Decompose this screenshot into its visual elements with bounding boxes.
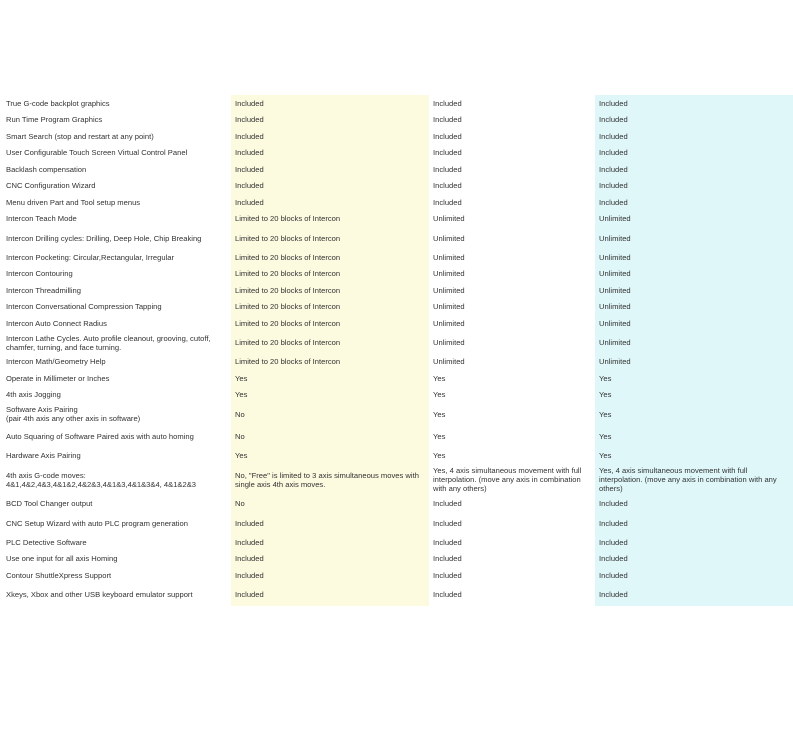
- table-row: [0, 178, 793, 195]
- table-row: [0, 161, 793, 178]
- free-version-cell: Included: [231, 584, 429, 606]
- standard-version-cell: Included: [433, 164, 462, 174]
- free-version-cell: Limited to 20 blocks of Intercon: [231, 354, 429, 371]
- table-row: [0, 584, 793, 606]
- free-version-cell: Limited to 20 blocks of Intercon: [231, 299, 429, 316]
- table-row: [0, 194, 793, 211]
- pro-version-cell: Included: [595, 128, 793, 145]
- table-row: [0, 512, 793, 534]
- pro-version-cell: Included: [595, 178, 793, 195]
- free-version-cell: No: [231, 403, 429, 425]
- standard-version-cell: Yes: [433, 450, 446, 460]
- pro-version-cell: Included: [595, 194, 793, 211]
- feature-cell: Contour ShuttleXpress Support: [6, 570, 112, 580]
- pro-version-cell: Included: [595, 112, 793, 129]
- standard-version-cell: Included: [433, 197, 462, 207]
- free-version-cell: Included: [231, 534, 429, 551]
- free-version-cell: Included: [231, 145, 429, 162]
- free-version-cell: Included: [231, 567, 429, 584]
- pro-version-cell: Unlimited: [595, 332, 793, 354]
- feature-cell: Run Time Program Graphics: [6, 115, 103, 125]
- standard-version-cell: Unlimited: [433, 357, 465, 367]
- pro-version-cell: Included: [595, 145, 793, 162]
- free-version-cell: Limited to 20 blocks of Intercon: [231, 315, 429, 332]
- standard-version-cell: Included: [433, 499, 462, 509]
- table-row: [0, 447, 793, 464]
- pro-version-cell: Yes: [595, 403, 793, 425]
- table-row: [0, 551, 793, 568]
- feature-cell: Xkeys, Xbox and other USB keyboard emulator support: [6, 590, 193, 599]
- standard-version-cell: Included: [433, 570, 462, 580]
- pro-version-cell: Included: [595, 534, 793, 551]
- free-version-cell: Yes: [231, 447, 429, 464]
- pro-version-cell: Yes, 4 axis simultaneous movement with full interpolation. (move any axis in combination with any others): [595, 464, 793, 496]
- free-version-cell: Included: [231, 178, 429, 195]
- free-version-cell: Included: [231, 112, 429, 129]
- table-row: [0, 464, 793, 496]
- feature-cell: BCD Tool Changer output: [6, 499, 93, 509]
- free-version-cell: No: [231, 496, 429, 513]
- feature-cell: Backlash compensation: [6, 164, 87, 174]
- table-row: [0, 425, 793, 447]
- pro-version-cell: Included: [595, 95, 793, 112]
- free-version-cell: Included: [231, 194, 429, 211]
- free-version-cell: Limited to 20 blocks of Intercon: [231, 211, 429, 228]
- feature-cell: User Configurable Touch Screen Virtual Control Panel: [6, 148, 188, 158]
- standard-version-cell: Included: [433, 518, 462, 528]
- feature-cell: 4th axis G-code moves: 4&1,4&2,4&3,4&1&2,4&2&3,4&1&3,4&1&3&4, 4&1&2&3: [6, 470, 196, 489]
- pro-version-cell: Unlimited: [595, 354, 793, 371]
- feature-cell: Use one input for all axis Homing: [6, 554, 118, 564]
- free-version-cell: Included: [231, 512, 429, 534]
- feature-cell: Intercon Threadmilling: [6, 285, 81, 295]
- pro-version-cell: Included: [595, 584, 793, 606]
- free-version-cell: Limited to 20 blocks of Intercon: [231, 266, 429, 283]
- feature-cell: Intercon Conversational Compression Tapping: [6, 302, 162, 312]
- table-row: [0, 249, 793, 266]
- comparison-table-body: [0, 95, 793, 606]
- standard-version-cell: Unlimited: [433, 302, 465, 312]
- feature-cell: Intercon Lathe Cycles. Auto profile cleanout, grooving, cutoff, chamfer, turning, and face turning.: [6, 333, 211, 352]
- table-row: [0, 387, 793, 404]
- feature-cell: Smart Search (stop and restart at any point): [6, 131, 154, 141]
- free-version-cell: Limited to 20 blocks of Intercon: [231, 227, 429, 249]
- feature-cell: Intercon Pocketing: Circular,Rectangular, Irregular: [6, 252, 174, 262]
- table-row: [0, 95, 793, 112]
- pro-version-cell: Unlimited: [595, 211, 793, 228]
- free-version-cell: Included: [231, 128, 429, 145]
- feature-cell: Operate in Millimeter or Inches: [6, 373, 110, 383]
- standard-version-cell: Included: [433, 131, 462, 141]
- pro-version-cell: Included: [595, 567, 793, 584]
- feature-cell: Hardware Axis Pairing: [6, 450, 81, 460]
- free-version-cell: Limited to 20 blocks of Intercon: [231, 249, 429, 266]
- table-row: [0, 145, 793, 162]
- table-row: [0, 211, 793, 228]
- feature-cell: Intercon Contouring: [6, 269, 73, 279]
- standard-version-cell: Included: [433, 148, 462, 158]
- standard-version-cell: Yes, 4 axis simultaneous movement with full interpolation. (move any axis in combination with any others): [433, 466, 582, 493]
- standard-version-cell: Unlimited: [433, 233, 465, 243]
- standard-version-cell: Included: [433, 115, 462, 125]
- pro-version-cell: Unlimited: [595, 282, 793, 299]
- comparison-table: [0, 95, 793, 606]
- free-version-cell: No: [231, 425, 429, 447]
- standard-version-cell: Included: [433, 98, 462, 108]
- table-row: [0, 496, 793, 513]
- standard-version-cell: Included: [433, 554, 462, 564]
- feature-cell: CNC Setup Wizard with auto PLC program generation: [6, 518, 188, 528]
- feature-cell: 4th axis Jogging: [6, 390, 61, 400]
- free-version-cell: Limited to 20 blocks of Intercon: [231, 332, 429, 354]
- standard-version-cell: Unlimited: [433, 214, 465, 224]
- table-row: [0, 299, 793, 316]
- table-row: [0, 354, 793, 371]
- standard-version-cell: Yes: [433, 431, 446, 441]
- standard-version-cell: Unlimited: [433, 269, 465, 279]
- feature-cell: Menu driven Part and Tool setup menus: [6, 197, 141, 207]
- standard-version-cell: Included: [433, 181, 462, 191]
- standard-version-cell: Included: [433, 537, 462, 547]
- pro-version-cell: Unlimited: [595, 249, 793, 266]
- feature-cell: Software Axis Pairing (pair 4th axis any other axis in software): [6, 405, 141, 423]
- pro-version-cell: Yes: [595, 447, 793, 464]
- pro-version-cell: Unlimited: [595, 227, 793, 249]
- feature-cell: True G-code backplot graphics: [6, 98, 110, 108]
- pro-version-cell: Unlimited: [595, 299, 793, 316]
- free-version-cell: Included: [231, 551, 429, 568]
- free-version-cell: Yes: [231, 387, 429, 404]
- standard-version-cell: Unlimited: [433, 252, 465, 262]
- free-version-cell: Limited to 20 blocks of Intercon: [231, 282, 429, 299]
- pro-version-cell: Included: [595, 512, 793, 534]
- table-row: [0, 128, 793, 145]
- table-row: [0, 567, 793, 584]
- feature-cell: Intercon Drilling cycles: Drilling, Deep Hole, Chip Breaking: [6, 233, 202, 243]
- standard-version-cell: Yes: [433, 409, 446, 419]
- pro-version-cell: Included: [595, 161, 793, 178]
- table-row: [0, 315, 793, 332]
- table-row: [0, 112, 793, 129]
- table-row: [0, 227, 793, 249]
- table-row: [0, 266, 793, 283]
- feature-cell: Intercon Math/Geometry Help: [6, 357, 106, 367]
- pro-version-cell: Yes: [595, 387, 793, 404]
- pro-version-cell: Yes: [595, 370, 793, 387]
- standard-version-cell: Unlimited: [433, 318, 465, 328]
- table-row: [0, 403, 793, 425]
- standard-version-cell: Yes: [433, 373, 446, 383]
- table-row: [0, 534, 793, 551]
- table-row: [0, 370, 793, 387]
- feature-cell: PLC Detective Software: [6, 537, 87, 547]
- standard-version-cell: Unlimited: [433, 338, 465, 347]
- pro-version-cell: Unlimited: [595, 315, 793, 332]
- pro-version-cell: Included: [595, 496, 793, 513]
- free-version-cell: Included: [231, 95, 429, 112]
- standard-version-cell: Included: [433, 590, 462, 599]
- free-version-cell: Included: [231, 161, 429, 178]
- feature-cell: CNC Configuration Wizard: [6, 181, 96, 191]
- free-version-cell: Yes: [231, 370, 429, 387]
- standard-version-cell: Unlimited: [433, 285, 465, 295]
- feature-cell: Intercon Teach Mode: [6, 214, 77, 224]
- pro-version-cell: Included: [595, 551, 793, 568]
- table-row: [0, 332, 793, 354]
- standard-version-cell: Yes: [433, 390, 446, 400]
- pro-version-cell: Yes: [595, 425, 793, 447]
- feature-cell: Intercon Auto Connect Radius: [6, 318, 107, 328]
- pro-version-cell: Unlimited: [595, 266, 793, 283]
- feature-cell: Auto Squaring of Software Paired axis with auto homing: [6, 431, 194, 441]
- table-row: [0, 282, 793, 299]
- free-version-cell: No, "Free" is limited to 3 axis simultaneous moves with single axis 4th axis moves.: [231, 464, 429, 496]
